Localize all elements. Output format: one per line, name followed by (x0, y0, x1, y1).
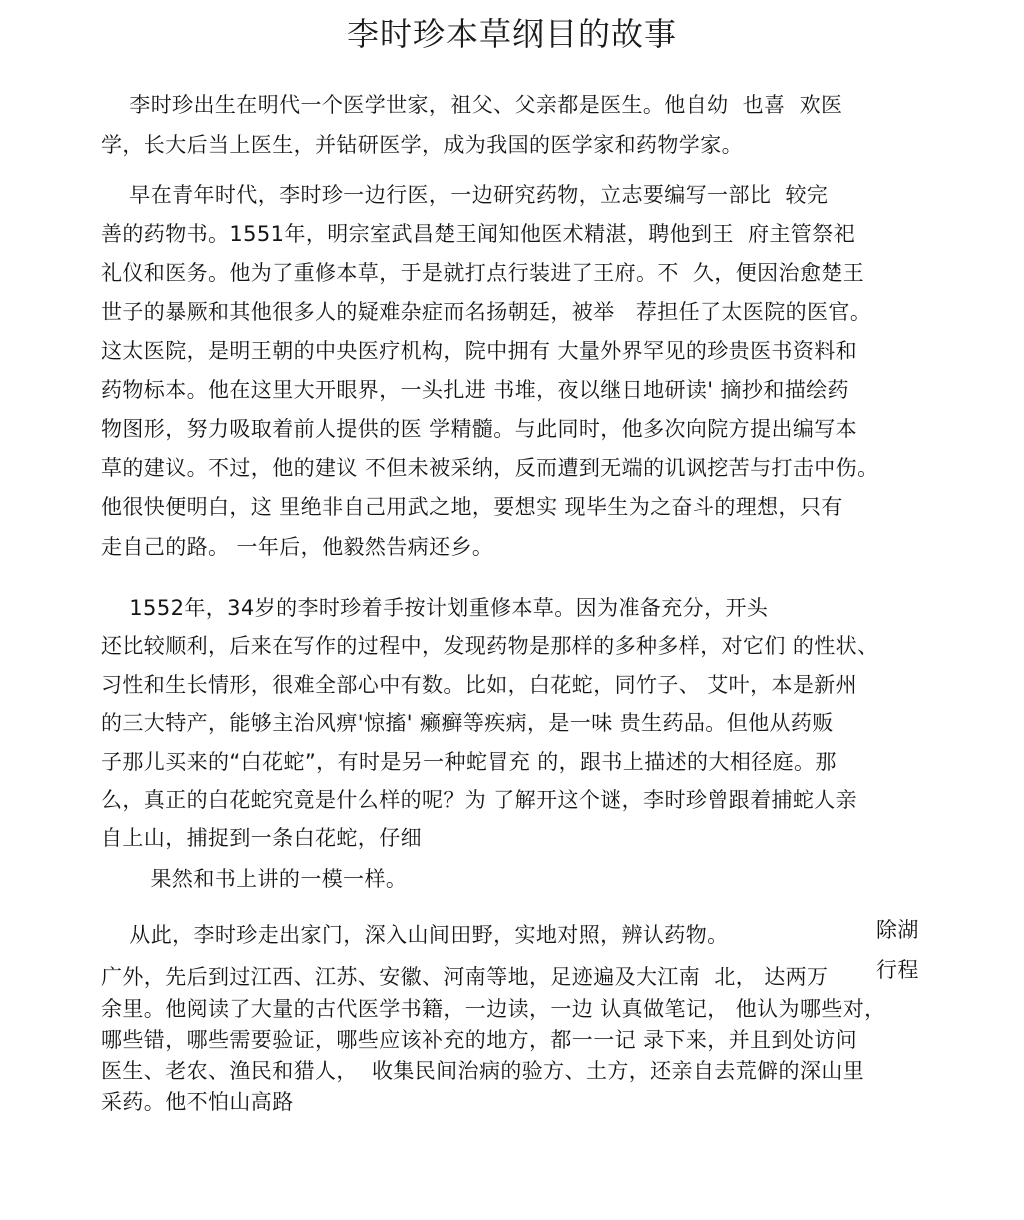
document-title: 李时珍本草纲目的故事 (346, 15, 677, 53)
text-line: 学，长大后当上医生，并钻研医学，成为我国的医学家和药物学家。 (101, 133, 743, 157)
text-line: 李时珍出生在明代一个医学世家，祖父、父亲都是医生。他自幼 也喜 欢医 (101, 93, 843, 117)
text-line: 自上山，捕捉到一条白花蛇，仔细 (101, 826, 422, 850)
text-line: 还比较顺利，后来在写作的过程中，发现药物是那样的多种多样，对它们 的性状、 (101, 634, 879, 658)
text-line: 走自己的路。 一年后，他毅然告病还乡。 (101, 535, 494, 559)
text-line: 他很快便明白，这 里绝非自己用武之地，要想实 现毕生为之奋斗的理想，只有 (101, 495, 843, 519)
text-line: 采药。他不怕山高路 (101, 1090, 294, 1114)
text-line: 世子的暴厥和其他很多人的疑难杂症而名扬朝廷，被举 荐担任了太医院的医官。 (101, 300, 872, 324)
text-line: 余里。他阅读了大量的古代医学书籍，一边读，一边 认真做笔记， 他认为哪些对， (101, 997, 886, 1021)
text-line: 1552年，34岁的李时珍着手按计划重修本草。因为准备充分，开头 (101, 596, 769, 620)
side-note: 除湖 (876, 918, 919, 942)
text-line: 药物标本。他在这里大开眼界，一头扎进 书堆，夜以继日地研读' 摘抄和描绘药 (101, 378, 849, 402)
text-line: 哪些错，哪些需要验证，哪些应该补充的地方，都一一记 录下来，并且到处访问 (101, 1028, 858, 1052)
text-line: 礼仪和医务。他为了重修本草，于是就打点行装进了王府。不 久，便因治愈楚王 (101, 261, 865, 285)
text-line: 早在青年时代，李时珍一边行医，一边研究药物，立志要编写一部比 较完 (101, 183, 829, 207)
text-line: 习性和生长情形，很难全部心中有数。比如，白花蛇，同竹子、 艾叶，本是新州 (101, 673, 858, 697)
text-line: 的三大特产，能够主治风痹'惊搐' 癞癣等疾病，是一味 贵生药品。但他从药贩 (101, 711, 834, 735)
text-line: 善的药物书。1551年，明宗室武昌楚王闻知他医术精湛，聘他到王 府主管祭祀 (101, 222, 855, 246)
text-line: 医生、老农、渔民和猎人， 收集民间治病的验方、土方，还亲自去荒僻的深山里 (101, 1059, 865, 1083)
text-line: 物图形，努力吸取着前人提供的医 学精髓。与此同时，他多次向院方提出编写本 (101, 417, 858, 441)
text-line: 么，真正的白花蛇究竟是什么样的呢？为 了解开这个谜，李时珍曾跟着捕蛇人亲 (101, 788, 858, 812)
text-line: 果然和书上讲的一模一样。 (101, 867, 408, 891)
text-line: 这太医院，是明王朝的中央医疗机构，院中拥有 大量外界罕见的珍贵医书资料和 (101, 339, 858, 363)
text-line: 广外，先后到过江西、江苏、安徽、河南等地，足迹遍及大江南 北， 达两万 (101, 965, 829, 989)
text-line: 从此，李时珍走出家门，深入山间田野，实地对照，辨认药物。 (101, 923, 729, 947)
text-line: 草的建议。不过，他的建议 不但未被采纳，反而遭到无端的讥讽挖苦与打击中伤。 (101, 456, 879, 480)
text-line: 子那儿买来的“白花蛇”，有时是另一种蛇冒充 的，跟书上描述的大相径庭。那 (101, 750, 837, 774)
side-note: 行程 (876, 958, 919, 982)
